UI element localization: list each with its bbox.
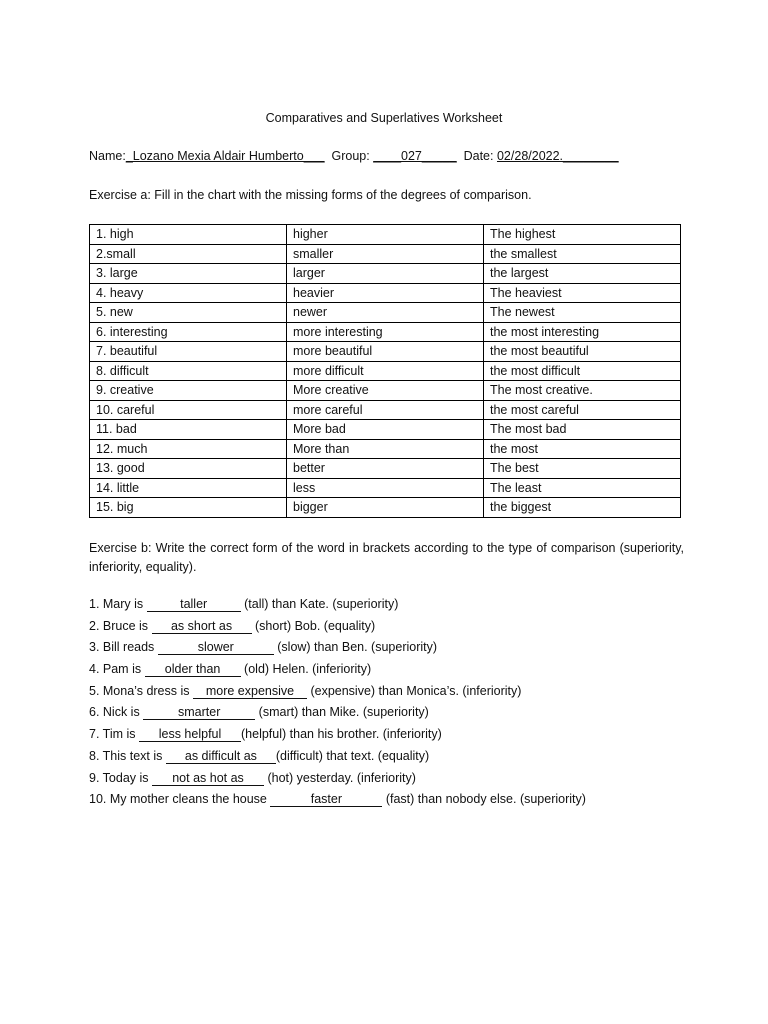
list-item xyxy=(89,747,586,769)
item-hint: (fast) than nobody else. (superiority) xyxy=(382,792,586,807)
item-prompt: 5. Mona’s dress is xyxy=(89,683,193,698)
answer-blank: smarter xyxy=(143,706,255,720)
superlative-cell: the most difficult xyxy=(484,361,681,381)
table-row xyxy=(90,322,681,342)
comparative-cell: newer xyxy=(287,303,484,323)
comparative-cell: smaller xyxy=(287,244,484,264)
table-row xyxy=(90,420,681,440)
superlative-cell: The most bad xyxy=(484,420,681,440)
item-prompt: 3. Bill reads xyxy=(89,640,158,655)
worksheet-title: Comparatives and Superlatives Worksheet xyxy=(265,111,503,125)
comparative-cell: more interesting xyxy=(287,322,484,342)
superlative-cell: the most beautiful xyxy=(484,342,681,362)
comparative-cell: more difficult xyxy=(287,361,484,381)
comparative-cell: better xyxy=(287,459,484,479)
table-row xyxy=(90,478,681,498)
list-item xyxy=(89,790,586,812)
table-row xyxy=(90,381,681,401)
list-item xyxy=(89,595,586,617)
date-label: Date: xyxy=(463,149,494,163)
answer-blank: as difficult as xyxy=(166,750,276,764)
positive-cell: 13. good xyxy=(90,459,287,479)
positive-cell: 4. heavy xyxy=(90,283,287,303)
answer-blank: slower xyxy=(158,641,274,655)
table-row xyxy=(90,439,681,459)
comparative-cell: higher xyxy=(287,225,484,245)
comparative-cell: More creative xyxy=(287,381,484,401)
positive-cell: 2.small xyxy=(90,244,287,264)
item-hint: (old) Helen. (inferiority) xyxy=(240,662,372,677)
item-prompt: 1. Mary is xyxy=(89,597,147,611)
date-value: 02/28/2022.________ xyxy=(496,149,619,163)
superlative-cell: the most careful xyxy=(484,400,681,420)
item-hint: (smart) than Mike. (superiority) xyxy=(255,705,429,720)
item-hint: (tall) than Kate. (superiority) xyxy=(240,597,399,611)
superlative-cell: The best xyxy=(484,459,681,479)
item-prompt: 7. Tim is xyxy=(89,727,140,742)
positive-cell: 15. big xyxy=(90,498,287,518)
positive-cell: 8. difficult xyxy=(90,361,287,381)
table-row xyxy=(90,283,681,303)
comparative-cell: more beautiful xyxy=(287,342,484,362)
item-hint: (difficult) that text. (equality) xyxy=(275,748,430,763)
exercise-b-instruction: Exercise b: Write the correct form of the word in brackets according to the type of comparison (superiority, inferiority, equality). xyxy=(89,541,684,574)
exercise-a-instruction: Exercise a: Fill in the chart with the missing forms of the degrees of comparison. xyxy=(89,188,532,202)
positive-cell: 11. bad xyxy=(90,420,287,440)
positive-cell: 6. interesting xyxy=(90,322,287,342)
positive-cell: 5. new xyxy=(90,303,287,323)
list-item xyxy=(89,638,586,660)
superlative-cell: the largest xyxy=(484,264,681,284)
item-prompt: 2. Bruce is xyxy=(89,618,152,633)
exercise-b-list xyxy=(89,595,586,812)
superlative-cell: The least xyxy=(484,478,681,498)
list-item xyxy=(89,682,586,704)
list-item xyxy=(89,725,586,747)
superlative-cell: The newest xyxy=(484,303,681,323)
answer-blank: as short as xyxy=(152,620,252,634)
positive-cell: 12. much xyxy=(90,439,287,459)
item-prompt: 4. Pam is xyxy=(89,662,145,677)
answer-blank: not as hot as xyxy=(152,772,264,786)
table-row xyxy=(90,400,681,420)
item-hint: (expensive) than Monica’s. (inferiority) xyxy=(306,683,522,698)
superlative-cell: The heaviest xyxy=(484,283,681,303)
comparative-cell: less xyxy=(287,478,484,498)
comparative-cell: heavier xyxy=(287,283,484,303)
positive-cell: 10. careful xyxy=(90,400,287,420)
name-value: _Lozano Mexia Aldair Humberto___ xyxy=(125,149,325,163)
student-info-line xyxy=(89,149,619,163)
list-item xyxy=(89,769,586,791)
table-row xyxy=(90,225,681,245)
item-prompt: 9. Today is xyxy=(89,770,153,785)
superlative-cell: the smallest xyxy=(484,244,681,264)
table-row xyxy=(90,498,681,518)
comparative-cell: more careful xyxy=(287,400,484,420)
answer-blank: more expensive xyxy=(193,685,307,699)
item-prompt: 8. This text is xyxy=(89,748,166,763)
item-prompt: 10. My mother cleans the house xyxy=(89,792,271,807)
group-label: Group: xyxy=(331,149,370,163)
answer-blank: faster xyxy=(270,793,382,807)
answer-blank: taller xyxy=(147,598,241,612)
item-hint: (helpful) than his brother. (inferiority) xyxy=(241,727,442,742)
item-hint: (slow) than Ben. (superiority) xyxy=(273,640,438,655)
item-prompt: 6. Nick is xyxy=(89,705,144,720)
comparative-cell: larger xyxy=(287,264,484,284)
table-row xyxy=(90,244,681,264)
group-value: ____027_____ xyxy=(373,149,457,163)
table-row xyxy=(90,342,681,362)
table-row xyxy=(90,459,681,479)
comparative-cell: More bad xyxy=(287,420,484,440)
comparative-cell: More than xyxy=(287,439,484,459)
positive-cell: 1. high xyxy=(90,225,287,245)
superlative-cell: The highest xyxy=(484,225,681,245)
answer-blank: older than xyxy=(145,663,241,677)
table-row xyxy=(90,303,681,323)
item-hint: (short) Bob. (equality) xyxy=(251,618,376,633)
list-item xyxy=(89,617,586,639)
item-hint: (hot) yesterday. (inferiority) xyxy=(264,770,416,785)
positive-cell: 14. little xyxy=(90,478,287,498)
answer-blank: less helpful xyxy=(139,728,241,742)
superlative-cell: The most creative. xyxy=(484,381,681,401)
table-row xyxy=(90,361,681,381)
positive-cell: 3. large xyxy=(90,264,287,284)
superlative-cell: the biggest xyxy=(484,498,681,518)
list-item xyxy=(89,660,586,682)
list-item xyxy=(89,703,586,725)
comparative-cell: bigger xyxy=(287,498,484,518)
table-row xyxy=(90,264,681,284)
positive-cell: 7. beautiful xyxy=(90,342,287,362)
superlative-cell: the most xyxy=(484,439,681,459)
positive-cell: 9. creative xyxy=(90,381,287,401)
name-label: Name: xyxy=(89,149,126,163)
comparison-table xyxy=(89,224,681,518)
superlative-cell: the most interesting xyxy=(484,322,681,342)
